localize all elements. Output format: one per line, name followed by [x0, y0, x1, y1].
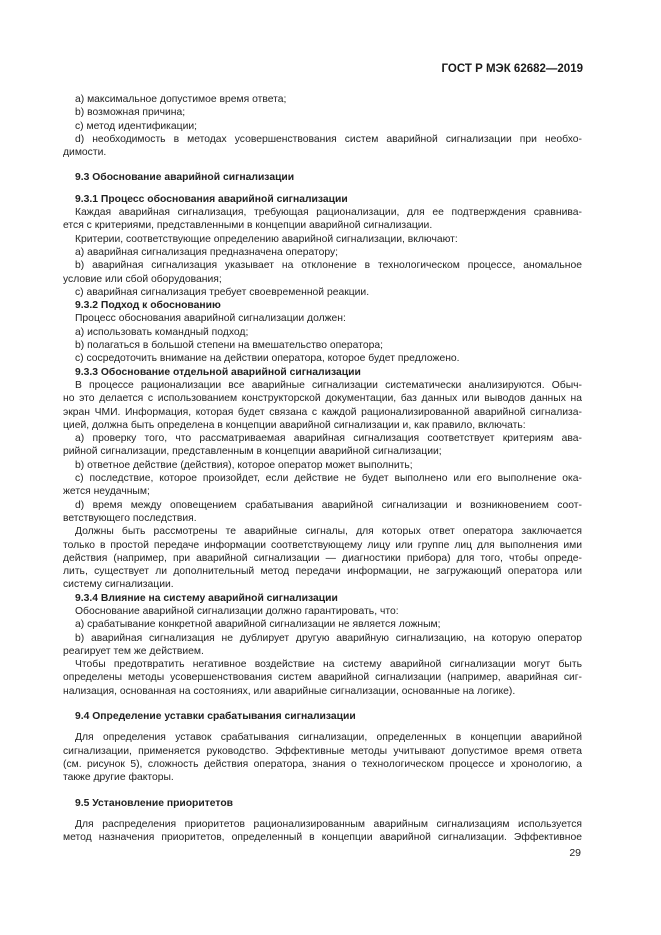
list-item-continuation: реагирует тем же действием. [63, 645, 204, 657]
list-item-continuation: димости. [63, 147, 107, 159]
section-heading-9-4: 9.4 Определение уставки срабатывания сигнализации [75, 711, 356, 723]
paragraph-line: (см. рисунок 5), сложность действия оператора, знания о технологическом процессе и хронологию, а [63, 758, 582, 770]
list-item: а) максимальное допустимое время ответа; [75, 94, 287, 105]
list-item: c) сосредоточить внимание на действии оператора, которое будет предложено. [75, 353, 460, 365]
list-item: а) проверку того, что рассматриваемая аварийная сигнализация соответствует критериям ава- [75, 433, 582, 445]
paragraph-line: лить, существует ли дополнительный метод передачи информации, не загружающий оператора или [63, 566, 582, 578]
paragraph-line: нализация, основанная на состояниях, или аварийные сигнализации, основанные на логике). [63, 685, 516, 697]
section-heading-9-3: 9.3 Обоснование аварийной сигнализации [75, 172, 295, 184]
paragraph-line: ется с критериями, представленными в концепции аварийной сигнализации. [63, 220, 433, 232]
paragraph-line: В процессе рационализации все аварийные сигнализации систематически анализируются. Обыч- [75, 379, 582, 391]
paragraph-line: Критерии, соответствующие определению аварийной сигнализации, включают: [75, 233, 458, 245]
list-item: а) аварийная сигнализация предназначена оператору; [75, 246, 339, 258]
paragraph-line: Обоснование аварийной сигнализации должно гарантировать, что: [75, 605, 399, 617]
subsection-heading-9-3-1: 9.3.1 Процесс обоснования аварийной сигнализации [75, 193, 348, 205]
paragraph-line: действия (например, при аварийной сигнализации — диагностики прибора) для того, чтобы опреде- [63, 552, 582, 564]
list-item-continuation: рийной сигнализации, представленным в концепции аварийной сигнализации; [63, 446, 442, 458]
paragraph-line: Для определения уставок срабатывания сигнализации, определенных в концепции аварийной [75, 732, 582, 744]
paragraph-line: только в простой передаче информации соответствующему лицу или группе лиц для выполнения ими [63, 539, 582, 551]
paragraph-line: также другие факторы. [63, 772, 174, 784]
list-item: а) срабатывание конкретной аварийной сигнализации не является ложным; [75, 619, 441, 631]
paragraph-line: Каждая аварийная сигнализация, требующая рационализации, для ее подтверждения сравнива- [75, 207, 582, 219]
paragraph-line: Чтобы предотвратить негативное воздействие на систему аварийной сигнализации могут быть [75, 659, 582, 671]
paragraph-line: метод назначения приоритетов, определенный в концепции аварийной сигнализации. Эффективное [63, 832, 582, 844]
list-item: b) ответное действие (действия), которое оператор может выполнить; [75, 459, 413, 471]
list-item: d) время между оповещением срабатывания аварийной сигнализации и возникновением соот- [75, 499, 582, 511]
page-body [63, 93, 582, 844]
paragraph-line: систему сигнализации. [63, 579, 174, 591]
list-item: а) использовать командный подход; [75, 326, 249, 338]
section-heading-9-5: 9.5 Установление приоритетов [75, 797, 234, 809]
paragraph-line: определены методы усовершенствования систем аварийной сигнализации (например, аварийная сиг- [63, 672, 582, 684]
paragraph-line: но это делается с использованием конструкторской документации, баз данных или выводов данных на [63, 393, 582, 405]
paragraph-line: Процесс обоснования аварийной сигнализации должен: [75, 313, 346, 325]
list-item: c) метод идентификации; [75, 120, 198, 132]
paragraph-line: цией, должна быть определена в концепции аварийной сигнализации и, как правило, включать: [63, 419, 526, 431]
subsection-heading-9-3-2: 9.3.2 Подход к обоснованию [75, 300, 221, 312]
paragraph-line: Должны быть рассмотрены те аварийные сигналы, для которых ответ оператора заключается [75, 526, 582, 538]
list-item-continuation: условие или сбой оборудования; [63, 273, 222, 285]
list-item: d) необходимость в методах усовершенствования систем аварийной сигнализации при необхо- [75, 133, 582, 145]
subsection-heading-9-3-4: 9.3.4 Влияние на систему аварийной сигнализации [75, 592, 338, 604]
list-item-continuation: жется неудачным; [63, 486, 150, 498]
list-item: b) аварийная сигнализация не дублирует другую аварийную сигнализацию, на которую оператор [75, 632, 582, 644]
list-item: c) аварийная сигнализация требует своевременной реакции. [75, 286, 370, 298]
paragraph-line: Для распределения приоритетов рационализированным аварийным сигнализациям используется [75, 818, 582, 830]
page-number: 29 [569, 847, 581, 859]
paragraph-line: сигнализации, применяется руководство. Эффективные методы учитывают допустимое время ответа [63, 745, 582, 757]
list-item: b) аварийная сигнализация указывает на отклонение в технологическом процессе, аномальное [75, 260, 582, 272]
list-item: b) полагаться в большой степени на вмешательство оператора; [75, 340, 383, 352]
subsection-heading-9-3-3: 9.3.3 Обоснование отдельной аварийной сигнализации [75, 366, 361, 378]
standard-header: ГОСТ Р МЭК 62682—2019 [441, 63, 583, 75]
paragraph-line: экран ЧМИ. Информация, которая будет связана с каждой рационализированной аварийной сигнализа- [63, 406, 582, 418]
list-item-continuation: ветствующего последствия. [63, 512, 197, 524]
list-item: b) возможная причина; [75, 107, 186, 119]
list-item: c) последствие, которое произойдет, если действие не будет выполнено или его выполнение ока- [75, 473, 582, 485]
